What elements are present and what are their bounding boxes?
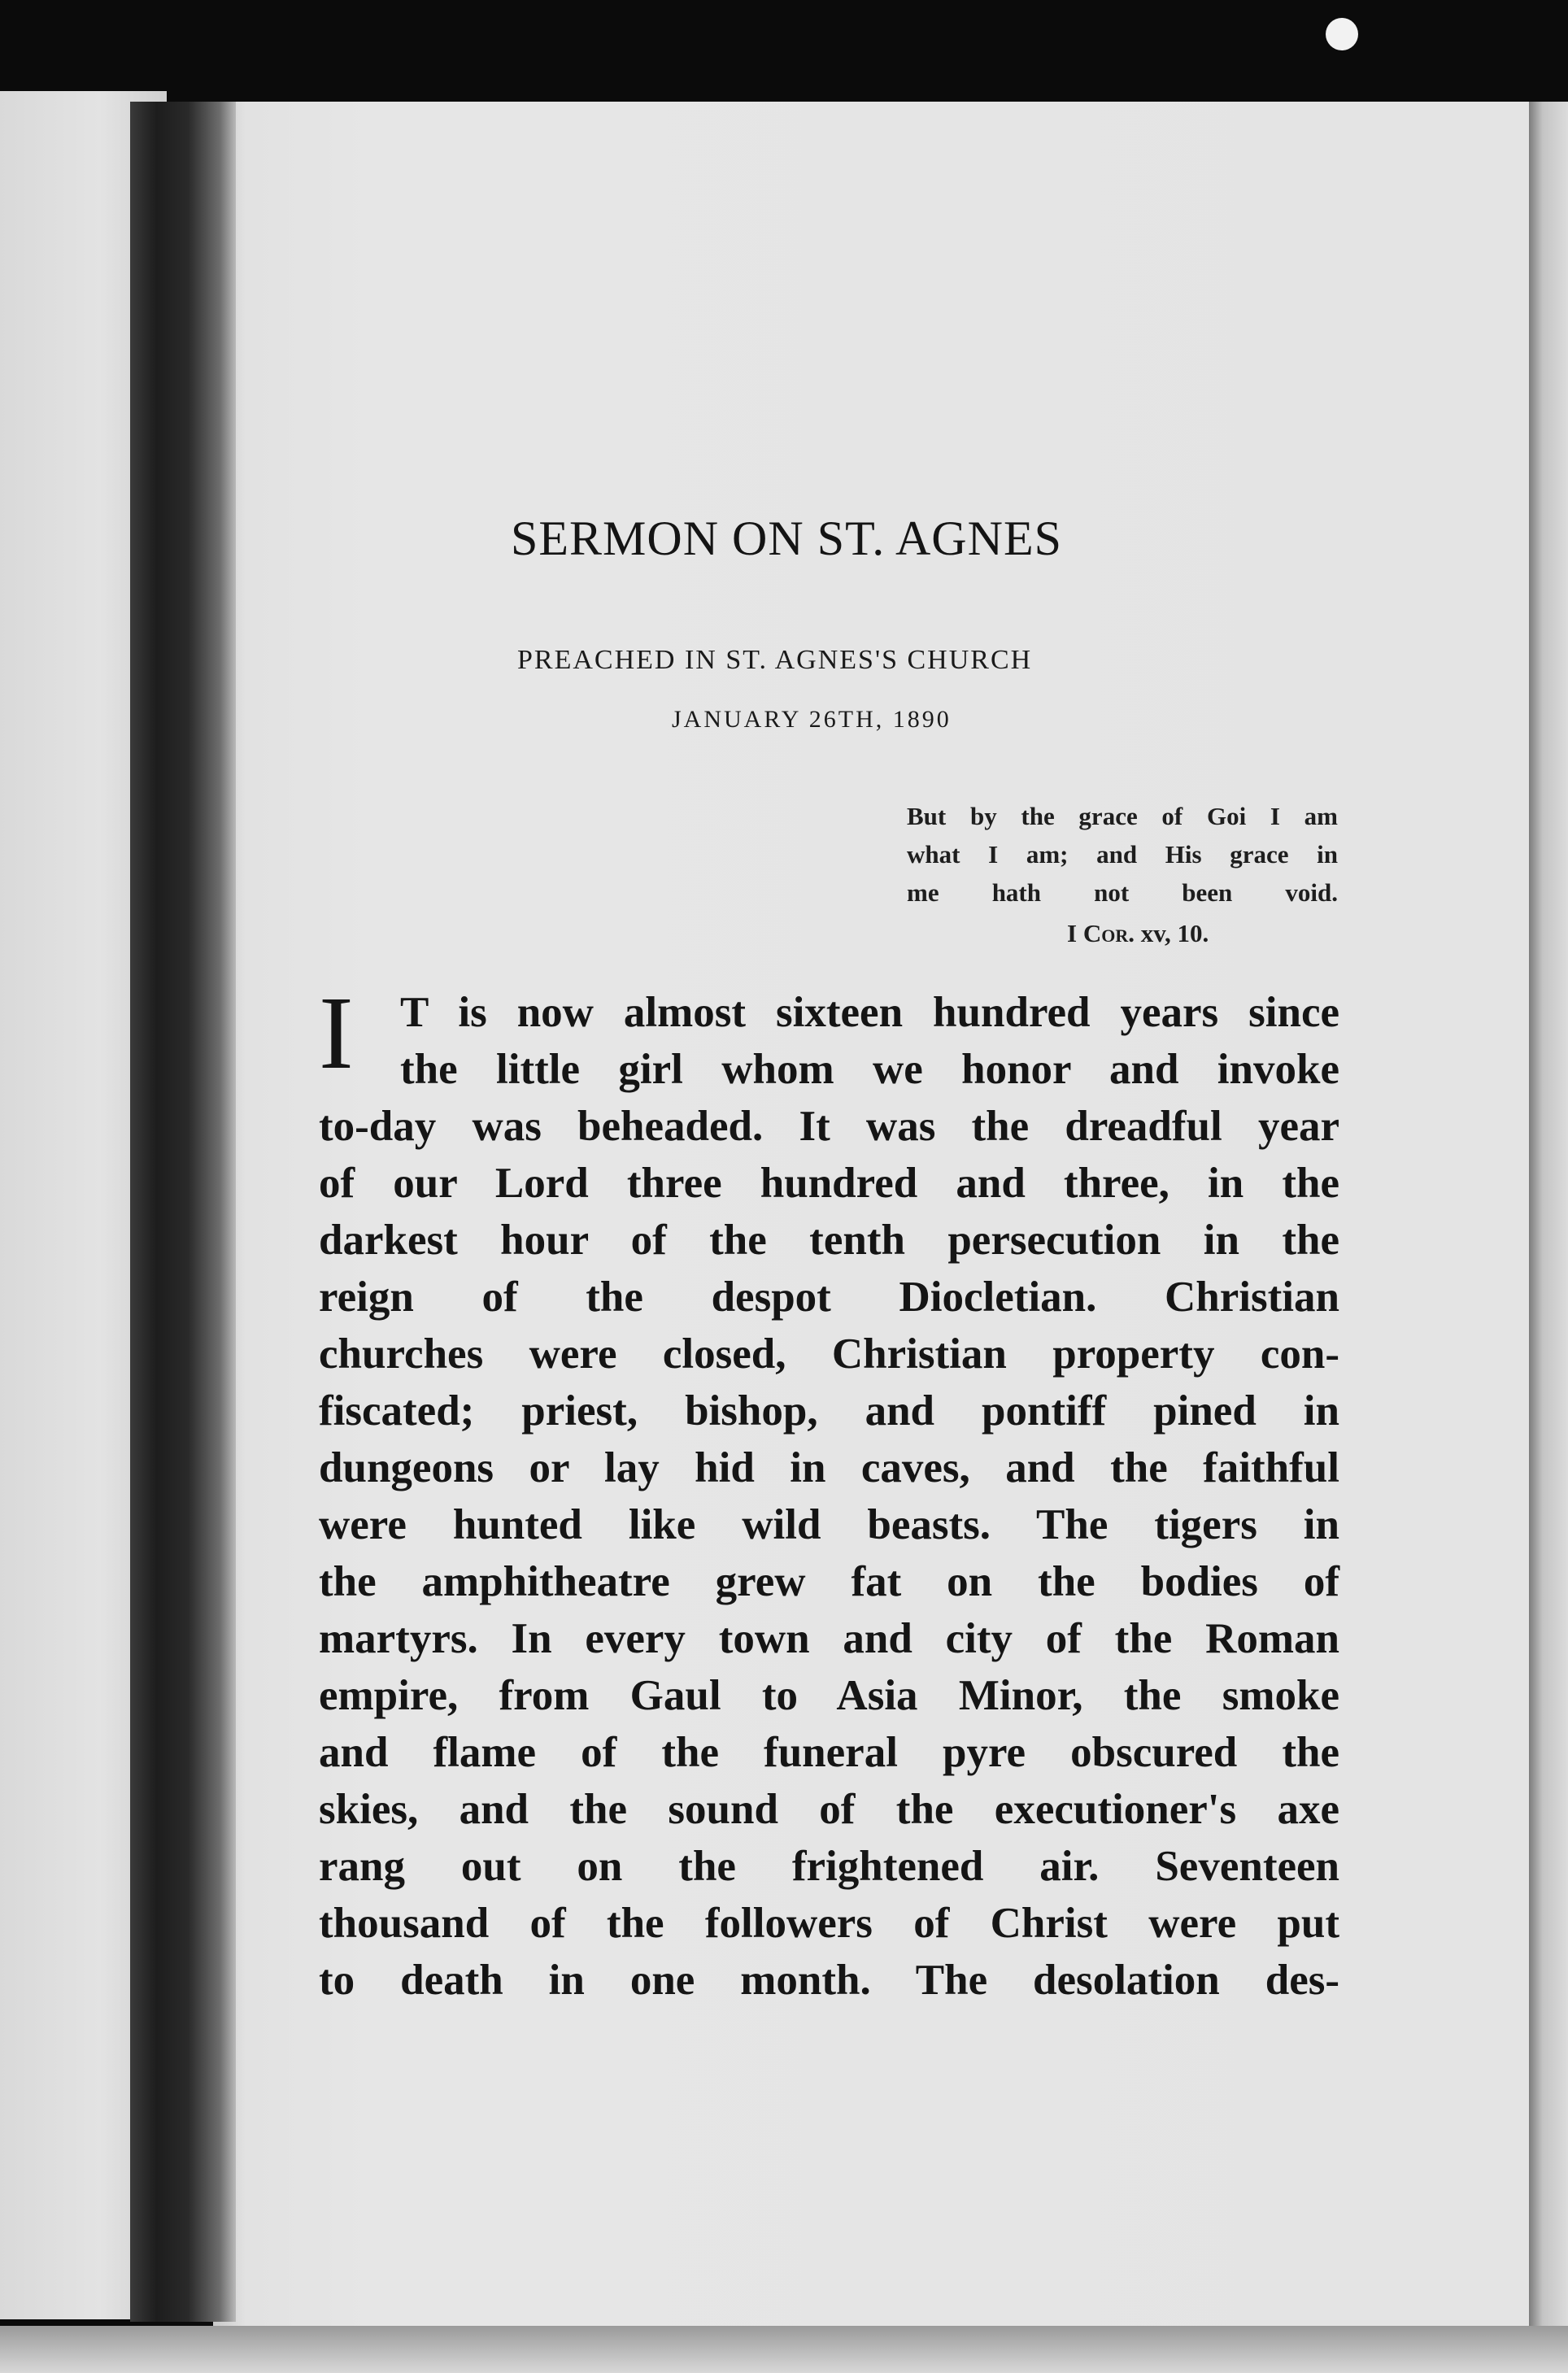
epigraph-line: But by the grace of Goi I am: [907, 802, 1338, 830]
body-line: rang out on the frightened air. Seventeen: [319, 1843, 1339, 1890]
body-line: to-day was beheaded. It was the dreadful year: [319, 1103, 1339, 1150]
body-line: fiscated; priest, bishop, and pontiff pined in: [319, 1387, 1339, 1435]
body-line: empire, from Gaul to Asia Minor, the smoke: [319, 1672, 1339, 1719]
body-line: thousand of the followers of Christ were put: [319, 1900, 1339, 1947]
epigraph: [907, 797, 1338, 912]
page-title: SERMON ON ST. AGNES: [511, 512, 1062, 565]
body-line: skies, and the sound of the executioner's axe: [319, 1786, 1339, 1833]
body-line: the little girl whom we honor and invoke: [400, 1046, 1339, 1093]
body-line: churches were closed, Christian property con-: [319, 1330, 1339, 1378]
body-line: and flame of the funeral pyre obscured the: [319, 1729, 1339, 1776]
body-line: martyrs. In every town and city of the Roman: [319, 1615, 1339, 1662]
epigraph-citation: [1067, 919, 1335, 948]
body-line: of our Lord three hundred and three, in the: [319, 1160, 1339, 1207]
bottom-page-edge: [0, 2326, 1568, 2373]
epigraph-line: me hath not been void.: [907, 878, 1338, 907]
body-line: darkest hour of the tenth persecution in the: [319, 1217, 1339, 1264]
drop-cap: I: [319, 975, 354, 1091]
body-line: reign of the despot Diocletian. Christian: [319, 1274, 1339, 1321]
right-page-edge: [1529, 102, 1568, 2373]
binding-gutter: [130, 102, 236, 2322]
body-line: T is now almost sixteen hundred years since: [400, 989, 1339, 1036]
body-line: to death in one month. The desolation des-: [319, 1957, 1339, 2004]
subtitle: PREACHED IN ST. AGNES'S CHURCH: [517, 645, 1033, 675]
body-line: the amphitheatre grew fat on the bodies of: [319, 1558, 1339, 1605]
epigraph-line: what I am; and His grace in: [907, 840, 1338, 869]
body-line: dungeons or lay hid in caves, and the faithful: [319, 1444, 1339, 1491]
citation-book: I Cor.: [1067, 919, 1135, 947]
body-text: [319, 984, 1339, 2009]
scan-speck: [1326, 18, 1358, 50]
citation-ref: xv, 10.: [1140, 919, 1209, 947]
body-line: were hunted like wild beasts. The tigers in: [319, 1501, 1339, 1548]
sermon-date: JANUARY 26TH, 1890: [672, 706, 952, 733]
